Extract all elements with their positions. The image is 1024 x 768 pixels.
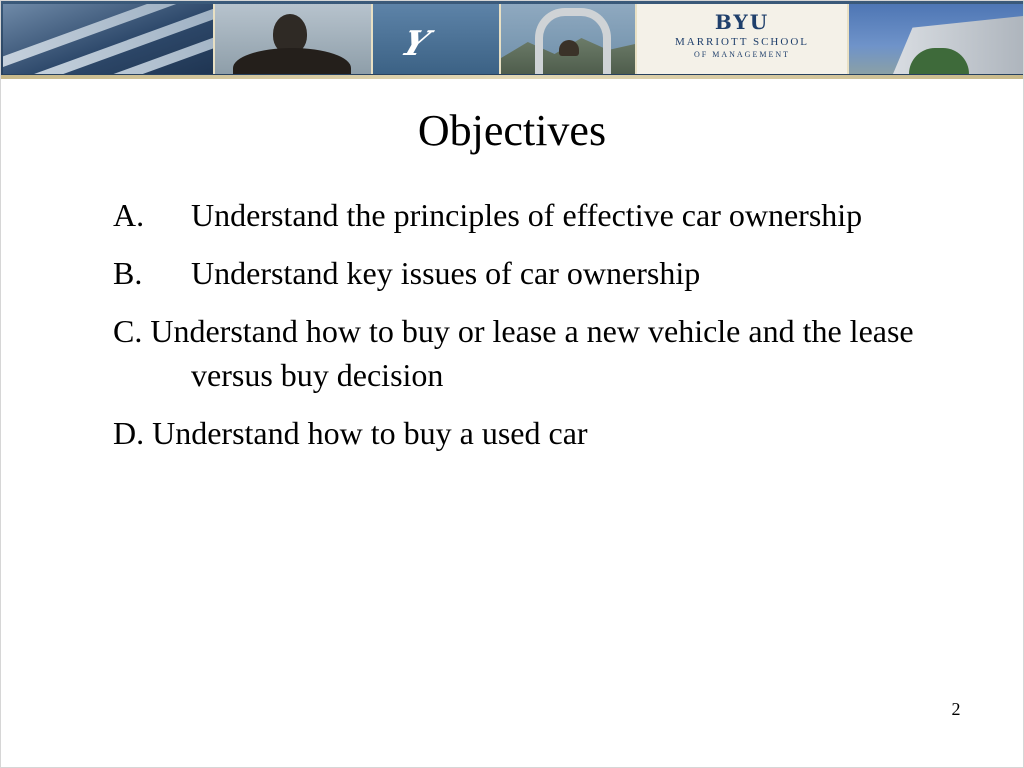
banner-photo-building-glass	[3, 4, 215, 74]
objective-marker: D.	[113, 415, 145, 451]
byu-logo-text: BYU	[714, 10, 770, 34]
objective-marker: B.	[113, 255, 143, 291]
banner-photo-campus-building	[849, 4, 1023, 74]
school-name: MARRIOTT SCHOOL	[674, 36, 809, 48]
header-banner	[1, 1, 1023, 77]
bell-icon	[559, 40, 579, 56]
objective-text: Understand the principles of effective car ownership	[191, 197, 863, 233]
banner-stripe	[1, 75, 1023, 79]
objectives-list	[113, 193, 933, 469]
slide-title: Objectives	[417, 106, 607, 155]
objective-item-a	[113, 193, 933, 237]
objective-text: Understand how to buy or lease a new vehicle and the lease versus buy decision	[150, 313, 914, 393]
objective-marker: A.	[113, 197, 145, 233]
banner-photo-bell-tower	[501, 4, 637, 74]
objective-text: Understand how to buy a used car	[152, 415, 588, 451]
banner-photo-mountain-y	[373, 4, 501, 74]
banner-photo-statue	[215, 4, 373, 74]
objective-marker: C.	[113, 313, 143, 349]
byu-marriott-logo	[637, 4, 849, 74]
objective-item-c	[113, 309, 933, 397]
objective-text: Understand key issues of car ownership	[191, 255, 701, 291]
objective-item-b	[113, 251, 933, 295]
school-subtitle: OF MANAGEMENT	[694, 50, 790, 59]
objective-item-d	[113, 411, 933, 455]
y-mountain-icon: Y	[395, 24, 435, 64]
page-number: 2	[951, 699, 961, 719]
